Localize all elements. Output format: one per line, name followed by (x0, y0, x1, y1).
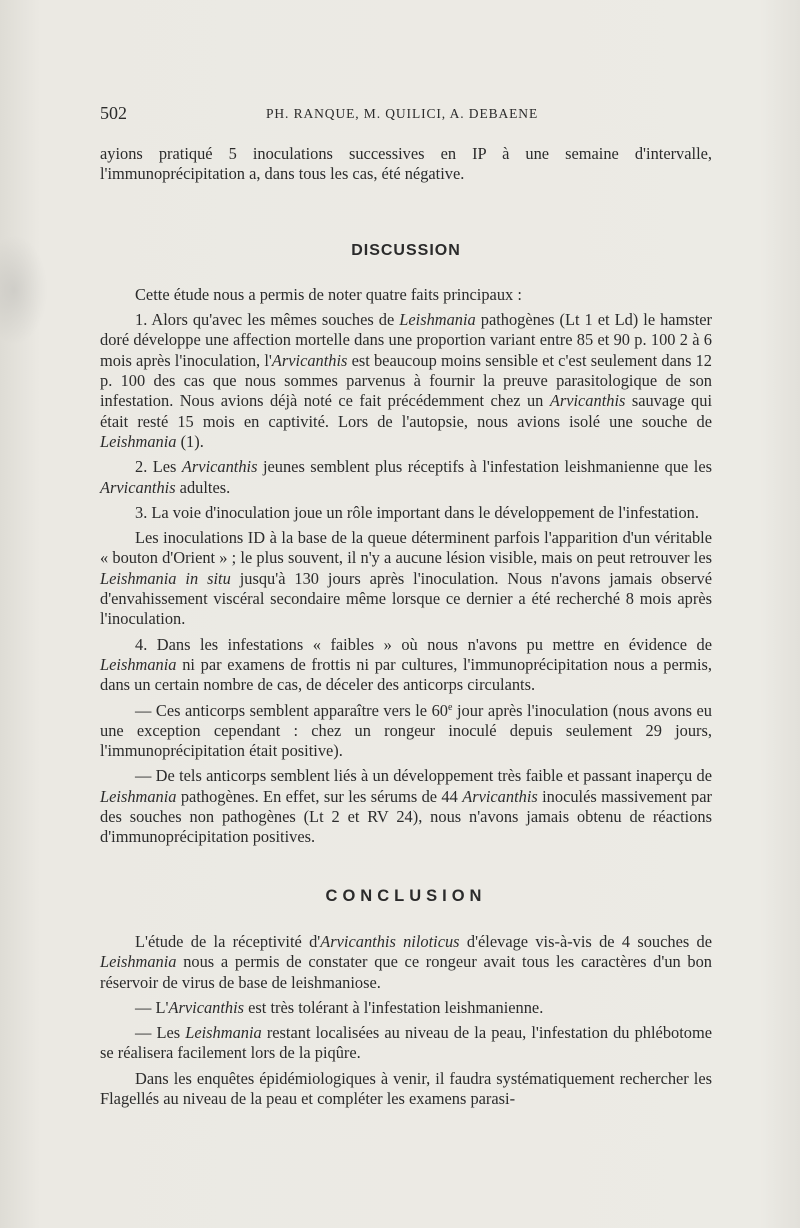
text-span: — Ces anticorps semblent apparaître vers le 60 (135, 700, 448, 720)
genus-name: Leishmania in situ (100, 568, 231, 588)
text-span: Les inoculations ID à la base de la queue déterminent parfois l'apparition d'un véritable « bouton d'Orient » ; le plus souvent, il n'y a aucune lésion visible, mais on peut retrouver les (100, 528, 712, 568)
conclusion-paragraph-1 (100, 932, 712, 993)
genus-name: Arvicanthis (100, 477, 176, 497)
text-span: pathogènes. En effet, sur les sérums de 44 (176, 786, 463, 806)
genus-name: Arvicanthis (549, 391, 626, 411)
text-span: — Les (135, 1023, 186, 1043)
discussion-point-4-antibodies (100, 701, 712, 762)
text-span: 2. Les (135, 457, 182, 477)
conclusion-paragraph-4: Dans les enquêtes épidémiologiques à venir, il faudra systématiquement rechercher les Flagellés au niveau de la peau et compléter les examens parasi- (100, 1068, 712, 1108)
superscript: e (448, 701, 453, 713)
conclusion-paragraph-3 (100, 1023, 712, 1064)
article-body (100, 144, 712, 1109)
text-span: sauvage qui était resté 15 mois en captivité. Lors de l'autopsie, nous avions isolé une souche de (100, 391, 712, 431)
discussion-point-4-link (100, 766, 712, 847)
text-span: restant localisées au niveau de la peau, l'infestation du phlébotome se réalisera facilement lors de la piqûre. (100, 1023, 712, 1063)
text-span: ni par examens de frottis ni par cultures, l'immunoprécipitation nous a permis, dans un certain nombre de cas, de déceler des anticorps circulants. (100, 654, 712, 695)
genus-name: Leishmania (100, 786, 177, 806)
text-span: inoculés massivement par des souches non pathogènes (Lt 2 et RV 24), nous n'avons jamais obtenu de réactions d'immunoprécipitation positives. (100, 786, 712, 847)
text-span: d'élevage vis-à-vis de 4 souches de (459, 931, 713, 951)
genus-name: Leishmania (100, 431, 177, 451)
conclusion-heading: CONCLUSION (325, 886, 487, 905)
intro-line-2: l'immunoprécipitation a, dans tous les cas, été négative. (100, 164, 465, 184)
text-span: (1). (176, 431, 204, 451)
discussion-point-3-detail (100, 528, 712, 629)
text-span: est très tolérant à l'infestation leishmanienne. (244, 997, 544, 1017)
conclusion-paragraph-2 (100, 998, 712, 1018)
genus-name: Leishmania (399, 310, 476, 330)
genus-name: Arvicanthis (168, 997, 245, 1017)
genus-name: Arvicanthis (271, 350, 348, 370)
discussion-heading: DISCUSSION (351, 241, 461, 259)
text-span: adultes. (175, 477, 231, 497)
text-span: — De tels anticorps semblent liés à un développement très faible et passant inaperçu de (135, 766, 712, 786)
intro-line-1: ayions pratiqué 5 inoculations successives en IP à une semaine d'intervalle, (100, 144, 712, 163)
running-head: PH. RANQUE, M. QUILICI, A. DEBAENE (266, 106, 539, 121)
species-name: Arvicanthis niloticus (320, 931, 460, 951)
text-span: 1. Alors qu'avec les mêmes souches de (135, 310, 400, 330)
text-span: jour après l'inoculation (nous avons eu une exception cependant : chez un rongeur inoculé depuis seulement 29 jours, l'immunoprécipitation était positive). (100, 700, 713, 761)
intro-paragraph (100, 144, 712, 185)
page-number: 502 (100, 103, 127, 123)
discussion-point-3: 3. La voie d'inoculation joue un rôle important dans le développement de l'infestation. (135, 502, 699, 522)
discussion-point-1 (100, 310, 712, 452)
discussion-point-2 (100, 457, 712, 498)
genus-name: Arvicanthis (462, 786, 538, 806)
text-span: pathogènes (Lt 1 et Ld) le hamster doré développe une affection mortelle dans une proportion variant entre 85 et 90 p. 100 2 à 6 mois après l'inoculation, l' (100, 310, 712, 370)
discussion-point-4 (100, 635, 712, 696)
text-span: nous a permis de constater que ce rongeur avait tous les caractères d'un bon réservoir de virus de base de leishmaniose. (100, 952, 712, 992)
text-span: jusqu'à 130 jours après l'inoculation. Nous n'avons jamais observé d'envahissement viscéral secondaire même lorsque ce dernier a été recherché 8 mois après l'inoculation. (100, 568, 712, 629)
genus-name: Leishmania (100, 952, 177, 972)
scan-smudge (0, 235, 48, 345)
page-header (100, 103, 712, 127)
text-span: L'étude de la réceptivité d' (135, 931, 321, 951)
text-span: est beaucoup moins sensible et c'est seulement dans 12 p. 100 des cas que nous sommes parvenus à fournir la preuve parasitologique de son infestation. Nous avions déjà noté ce fait précédemment chez un (100, 350, 713, 411)
text-span: 4. Dans les infestations « faibles » où nous n'avons pu mettre en évidence de (135, 634, 712, 654)
text-span: — L' (135, 997, 169, 1017)
genus-name: Leishmania (100, 654, 177, 674)
genus-name: Leishmania (185, 1023, 262, 1043)
text-span: jeunes semblent plus réceptifs à l'infestation leishmanienne que les (257, 457, 713, 477)
discussion-lead: Cette étude nous a permis de noter quatre faits principaux : (135, 284, 522, 304)
genus-name: Arvicanthis (181, 457, 258, 477)
